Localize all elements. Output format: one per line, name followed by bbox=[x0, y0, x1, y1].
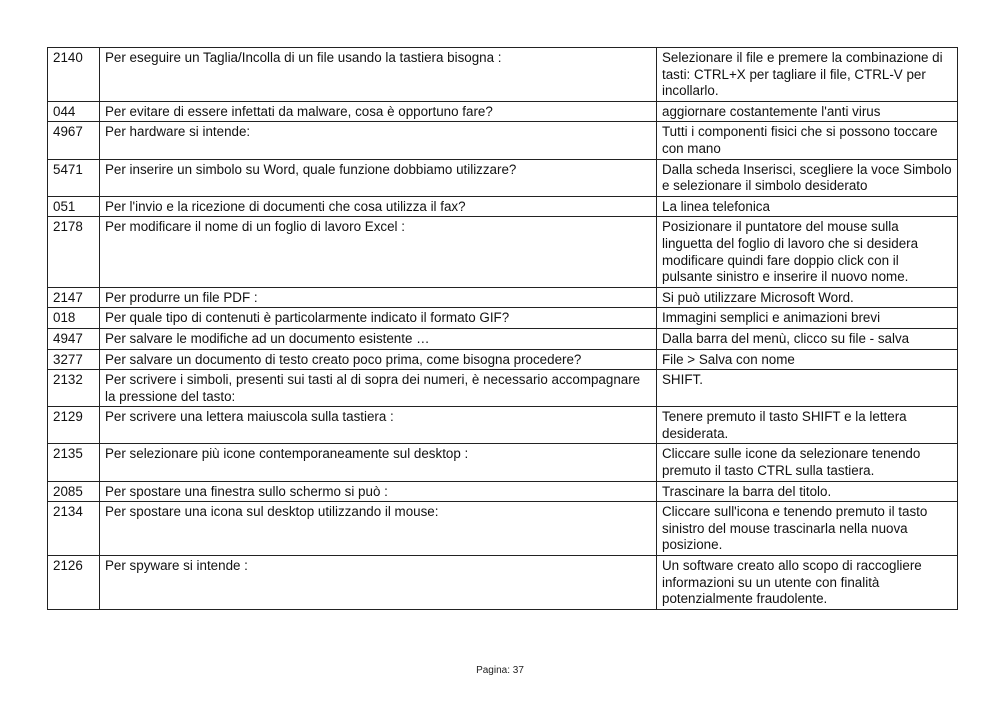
question-cell: Per spyware si intende : bbox=[100, 556, 657, 610]
table-row bbox=[48, 287, 958, 308]
answer-cell: Si può utilizzare Microsoft Word. bbox=[657, 287, 958, 308]
answer-cell: SHIFT. bbox=[657, 370, 958, 407]
question-id-cell: 2178 bbox=[48, 217, 100, 287]
question-id-cell: 018 bbox=[48, 308, 100, 329]
question-cell: Per selezionare più icone contemporaneamente sul desktop : bbox=[100, 444, 657, 481]
question-id-cell: 2140 bbox=[48, 48, 100, 102]
table-row bbox=[48, 122, 958, 159]
page-number: Pagina: 37 bbox=[476, 665, 524, 676]
table-body bbox=[48, 48, 958, 610]
answer-cell: Immagini semplici e animazioni brevi bbox=[657, 308, 958, 329]
question-cell: Per scrivere i simboli, presenti sui tasti al di sopra dei numeri, è necessario accompagnare la pressione del tasto: bbox=[100, 370, 657, 407]
question-id-cell: 5471 bbox=[48, 159, 100, 196]
table-row bbox=[48, 481, 958, 502]
question-id-cell: 3277 bbox=[48, 349, 100, 370]
question-cell: Per salvare le modifiche ad un documento esistente … bbox=[100, 328, 657, 349]
question-cell: Per produrre un file PDF : bbox=[100, 287, 657, 308]
table-row bbox=[48, 444, 958, 481]
answer-cell: Dalla barra del menù, clicco su file - salva bbox=[657, 328, 958, 349]
answer-cell: Cliccare sull'icona e tenendo premuto il tasto sinistro del mouse trascinarla nella nuova posizione. bbox=[657, 502, 958, 556]
question-cell: Per quale tipo di contenuti è particolarmente indicato il formato GIF? bbox=[100, 308, 657, 329]
table-row bbox=[48, 556, 958, 610]
answer-cell: Trascinare la barra del titolo. bbox=[657, 481, 958, 502]
table-row bbox=[48, 196, 958, 217]
question-id-cell: 051 bbox=[48, 196, 100, 217]
table-row bbox=[48, 407, 958, 444]
question-id-cell: 2132 bbox=[48, 370, 100, 407]
question-cell: Per inserire un simbolo su Word, quale funzione dobbiamo utilizzare? bbox=[100, 159, 657, 196]
question-id-cell: 2134 bbox=[48, 502, 100, 556]
question-id-cell: 2129 bbox=[48, 407, 100, 444]
answer-cell: Tutti i componenti fisici che si possono toccare con mano bbox=[657, 122, 958, 159]
question-id-cell: 2135 bbox=[48, 444, 100, 481]
answer-cell: Un software creato allo scopo di raccogliere informazioni su un utente con finalità potenzialmente fraudolente. bbox=[657, 556, 958, 610]
table-row bbox=[48, 48, 958, 102]
answer-cell: Dalla scheda Inserisci, scegliere la voce Simbolo e selezionare il simbolo desiderato bbox=[657, 159, 958, 196]
answer-cell: La linea telefonica bbox=[657, 196, 958, 217]
table-row bbox=[48, 101, 958, 122]
table-row bbox=[48, 217, 958, 287]
question-cell: Per modificare il nome di un foglio di lavoro Excel : bbox=[100, 217, 657, 287]
question-cell: Per evitare di essere infettati da malware, cosa è opportuno fare? bbox=[100, 101, 657, 122]
question-id-cell: 4947 bbox=[48, 328, 100, 349]
question-id-cell: 2126 bbox=[48, 556, 100, 610]
answer-cell: Tenere premuto il tasto SHIFT e la lettera desiderata. bbox=[657, 407, 958, 444]
question-cell: Per hardware si intende: bbox=[100, 122, 657, 159]
table-row bbox=[48, 328, 958, 349]
answer-cell: File > Salva con nome bbox=[657, 349, 958, 370]
question-cell: Per spostare una finestra sullo schermo si può : bbox=[100, 481, 657, 502]
question-id-cell: 2147 bbox=[48, 287, 100, 308]
table-row bbox=[48, 308, 958, 329]
answer-cell: Cliccare sulle icone da selezionare tenendo premuto il tasto CTRL sulla tastiera. bbox=[657, 444, 958, 481]
answer-cell: Posizionare il puntatore del mouse sulla linguetta del foglio di lavoro che si desidera modificare quindi fare doppio click con il pulsante sinistro e inserire il nuovo nome. bbox=[657, 217, 958, 287]
question-cell: Per scrivere una lettera maiuscola sulla tastiera : bbox=[100, 407, 657, 444]
answer-cell: Selezionare il file e premere la combinazione di tasti: CTRL+X per tagliare il file, CTRL-V per incollarlo. bbox=[657, 48, 958, 102]
table-row bbox=[48, 159, 958, 196]
question-cell: Per spostare una icona sul desktop utilizzando il mouse: bbox=[100, 502, 657, 556]
question-answer-table bbox=[47, 47, 958, 610]
question-id-cell: 2085 bbox=[48, 481, 100, 502]
table-row bbox=[48, 502, 958, 556]
question-id-cell: 4967 bbox=[48, 122, 100, 159]
question-cell: Per l'invio e la ricezione di documenti che cosa utilizza il fax? bbox=[100, 196, 657, 217]
answer-cell: aggiornare costantemente l'anti virus bbox=[657, 101, 958, 122]
question-cell: Per salvare un documento di testo creato poco prima, come bisogna procedere? bbox=[100, 349, 657, 370]
table-row bbox=[48, 370, 958, 407]
question-cell: Per eseguire un Taglia/Incolla di un file usando la tastiera bisogna : bbox=[100, 48, 657, 102]
question-id-cell: 044 bbox=[48, 101, 100, 122]
table-row bbox=[48, 349, 958, 370]
